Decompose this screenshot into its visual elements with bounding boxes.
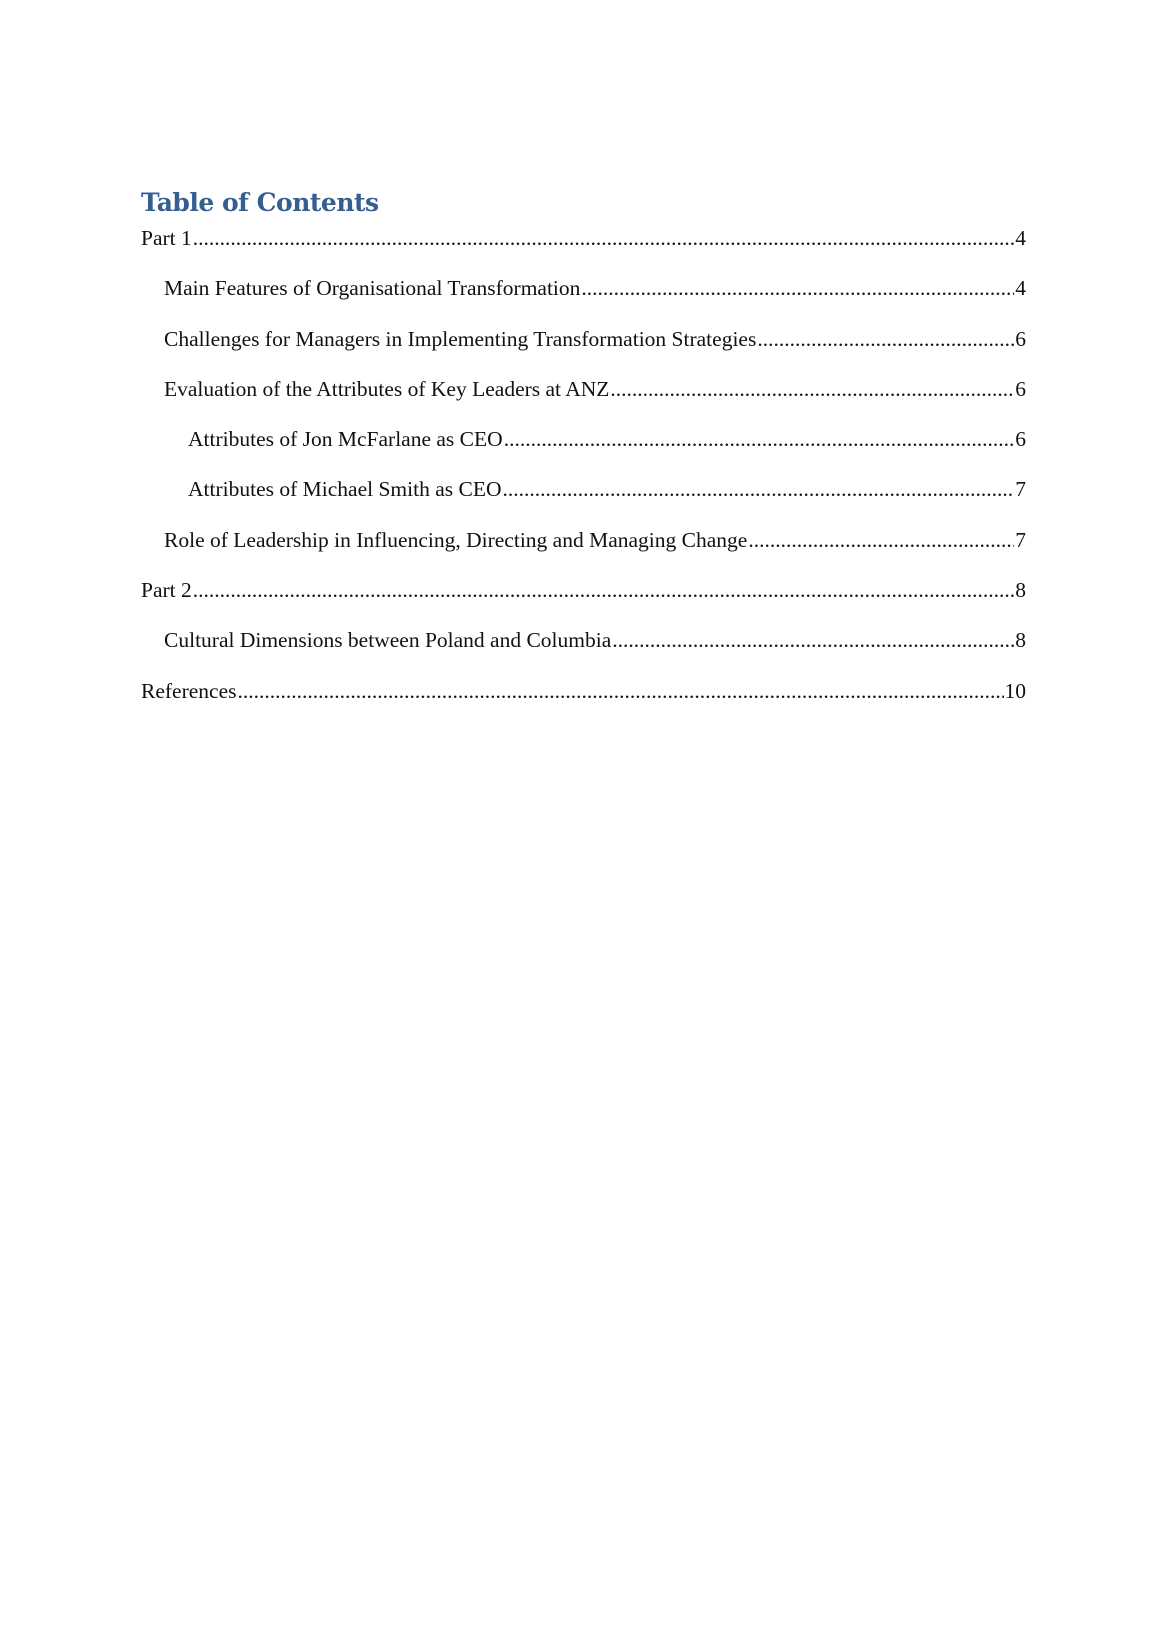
toc-entry-page: 4	[1015, 276, 1026, 301]
toc-entry[interactable]	[141, 224, 1026, 274]
toc-entry-title: Main Features of Organisational Transformation	[164, 276, 581, 301]
toc-dot-leader	[238, 677, 1004, 705]
toc-dot-leader	[610, 375, 1014, 403]
toc-entry-title: Cultural Dimensions between Poland and Columbia	[164, 628, 612, 653]
toc-dot-leader	[504, 425, 1015, 453]
toc-dot-leader	[581, 274, 1014, 302]
toc-dot-leader	[193, 224, 1014, 252]
toc-entry[interactable]	[141, 626, 1026, 676]
toc-entry-page: 8	[1015, 628, 1026, 653]
toc-entry-page: 8	[1015, 578, 1026, 603]
toc-entry[interactable]	[141, 526, 1026, 576]
toc-entry-title: Role of Leadership in Influencing, Directing and Managing Change	[164, 527, 748, 552]
toc-entry-page: 7	[1015, 527, 1026, 552]
toc-dot-leader	[757, 325, 1014, 353]
toc-entry-title: Challenges for Managers in Implementing Transformation Strategies	[164, 326, 757, 351]
toc-entry-page: 6	[1015, 376, 1026, 401]
toc-entry-page: 6	[1015, 326, 1026, 351]
toc-entry[interactable]	[141, 677, 1026, 727]
toc-entry-title: Attributes of Jon McFarlane as CEO	[188, 427, 503, 452]
toc-entry-page: 10	[1004, 678, 1026, 703]
toc-entry-title: Part 2	[141, 578, 192, 603]
toc-entry-page: 6	[1015, 427, 1026, 452]
toc-entry-title: References	[141, 678, 237, 703]
toc-dot-leader	[503, 475, 1015, 503]
toc-entry[interactable]	[141, 425, 1026, 475]
toc-entry-title: Part 1	[141, 226, 192, 250]
toc-entry-page: 4	[1015, 226, 1026, 250]
toc-entry-title: Evaluation of the Attributes of Key Leaders at ANZ	[164, 376, 610, 401]
toc-entry[interactable]	[141, 475, 1026, 525]
toc-entry[interactable]	[141, 375, 1026, 425]
toc-dot-leader	[748, 526, 1014, 554]
toc-entry[interactable]	[141, 576, 1026, 626]
table-of-contents	[141, 186, 1026, 727]
toc-entry[interactable]	[141, 274, 1026, 324]
toc-heading: Table of Contents	[141, 188, 379, 217]
toc-entry-title: Attributes of Michael Smith as CEO	[188, 477, 502, 502]
toc-dot-leader	[612, 626, 1014, 654]
toc-dot-leader	[193, 576, 1014, 604]
toc-entry[interactable]	[141, 325, 1026, 375]
toc-list	[141, 224, 1026, 727]
toc-entry-page: 7	[1015, 477, 1026, 502]
